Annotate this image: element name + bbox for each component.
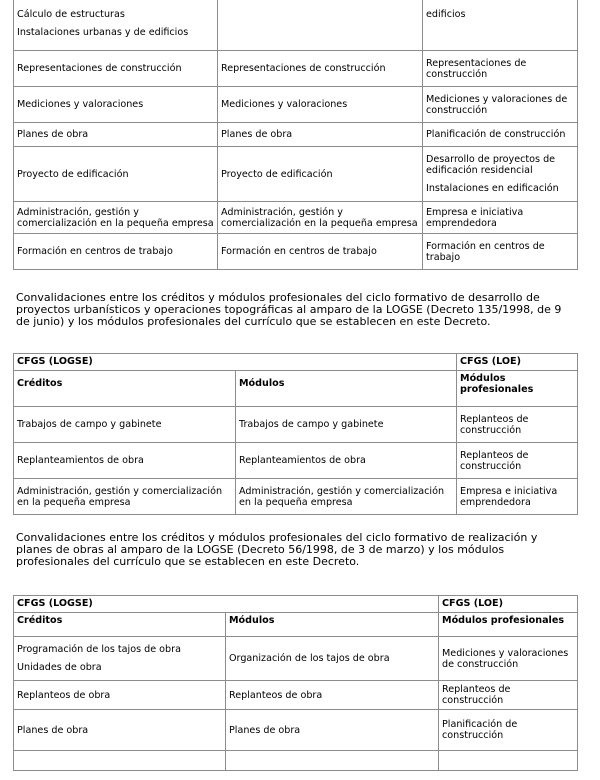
equivalence-table-1 xyxy=(13,0,578,270)
header-creditos: Créditos xyxy=(14,613,226,637)
table-cell: Planes de obra xyxy=(218,123,423,147)
table-cell: Representaciones de construcción xyxy=(423,51,578,87)
table-cell: Replanteos de construcción xyxy=(439,681,578,710)
cell-line: Desarrollo de proyectos de edificación residencial xyxy=(426,154,556,176)
header-cfgs-loe: CFGS (LOE) xyxy=(457,354,578,371)
header-cfgs-logse: CFGS (LOGSE) xyxy=(14,596,439,613)
table-row xyxy=(14,0,578,51)
table-row xyxy=(14,87,578,123)
table-cell: Planes de obra xyxy=(226,710,439,751)
table-row xyxy=(14,234,578,270)
table-cell: edificios xyxy=(423,0,578,51)
cell-line: Programación de los tajos de obra xyxy=(17,644,181,655)
table-cell: Administración, gestión y comercialización en la pequeña empresa xyxy=(218,202,423,234)
table-cell: Planes de obra xyxy=(14,123,218,147)
cell-line: Cálculo de estructuras xyxy=(17,9,125,20)
table-row-continuation xyxy=(14,751,578,771)
table-cell xyxy=(14,0,218,51)
table-cell: Mediciones y valoraciones de construcción xyxy=(439,637,578,681)
table-cell: Representaciones de construcción xyxy=(14,51,218,87)
table-header-row xyxy=(14,596,578,613)
table-cell xyxy=(218,0,423,51)
table-cell: Empresa e iniciativa emprendedora xyxy=(423,202,578,234)
table-cell: Administración, gestión y comercialización en la pequeña empresa xyxy=(14,479,236,515)
table-cell: Mediciones y valoraciones de construcción xyxy=(423,87,578,123)
header-cfgs-logse: CFGS (LOGSE) xyxy=(14,354,457,371)
table-row xyxy=(14,637,578,681)
table-cell: Replanteos de obra xyxy=(226,681,439,710)
table-cell: Replanteamientos de obra xyxy=(236,443,457,479)
table-cell: Organización de los tajos de obra xyxy=(226,637,439,681)
table-cell: Trabajos de campo y gabinete xyxy=(14,407,236,443)
table-row xyxy=(14,407,578,443)
table-row xyxy=(14,443,578,479)
table-header-row xyxy=(14,613,578,637)
table-row xyxy=(14,479,578,515)
cell-line: Instalaciones urbanas y de edificios xyxy=(17,27,189,38)
table-cell xyxy=(14,751,226,771)
table-cell: Replanteamientos de obra xyxy=(14,443,236,479)
table-cell: Administración, gestión y comercialización en la pequeña empresa xyxy=(236,479,457,515)
header-creditos: Créditos xyxy=(14,371,236,407)
table-row xyxy=(14,710,578,751)
header-modulos: Módulos xyxy=(236,371,457,407)
table-cell: Mediciones y valoraciones xyxy=(218,87,423,123)
table-cell: Planes de obra xyxy=(14,710,226,751)
table-cell: Formación en centros de trabajo xyxy=(423,234,578,270)
cell-line: Unidades de obra xyxy=(17,662,102,673)
table-cell: Planificación de construcción xyxy=(439,710,578,751)
table-header-row xyxy=(14,371,578,407)
table-row xyxy=(14,681,578,710)
header-modulos-profesionales: Módulos profesionales xyxy=(439,613,578,637)
header-modulos-profesionales: Módulos profesionales xyxy=(457,371,578,407)
equivalence-table-2 xyxy=(13,353,578,515)
table-row xyxy=(14,202,578,234)
table-cell: Formación en centros de trabajo xyxy=(218,234,423,270)
header-modulos: Módulos xyxy=(226,613,439,637)
table-cell: Replanteos de construcción xyxy=(457,407,578,443)
table-cell: Proyecto de edificación xyxy=(14,147,218,202)
table-cell: Administración, gestión y comercialización en la pequeña empresa xyxy=(14,202,218,234)
header-cfgs-loe: CFGS (LOE) xyxy=(439,596,578,613)
table-cell: Replanteos de construcción xyxy=(457,443,578,479)
table-cell xyxy=(14,637,226,681)
table-cell xyxy=(439,751,578,771)
table-cell: Formación en centros de trabajo xyxy=(14,234,218,270)
table-cell: Empresa e iniciativa emprendedora xyxy=(457,479,578,515)
table-row xyxy=(14,51,578,87)
table-cell: Proyecto de edificación xyxy=(218,147,423,202)
table-cell: Trabajos de campo y gabinete xyxy=(236,407,457,443)
table-cell: Planificación de construcción xyxy=(423,123,578,147)
table-cell xyxy=(226,751,439,771)
cell-line: Instalaciones en edificación xyxy=(426,183,559,194)
table-cell: Representaciones de construcción xyxy=(218,51,423,87)
section-paragraph: Convalidaciones entre los créditos y módulos profesionales del ciclo formativo de desarrollo de proyectos urbanísticos y operaciones topográficas al amparo de la LOGSE (Decreto 135/1998, de 9 de junio) y los módulos profesionales del currículo que se establecen en este Decreto. xyxy=(16,291,562,328)
table-cell: Mediciones y valoraciones xyxy=(14,87,218,123)
table-row xyxy=(14,147,578,202)
section-paragraph: Convalidaciones entre los créditos y módulos profesionales del ciclo formativo de realización y planes de obras al amparo de la LOGSE (Decreto 56/1998, de 3 de marzo) y los módulos profesionales del currículo que se establecen en este Decreto. xyxy=(16,531,538,568)
table-row xyxy=(14,123,578,147)
equivalence-table-3 xyxy=(13,595,578,771)
table-header-row xyxy=(14,354,578,371)
table-cell: Replanteos de obra xyxy=(14,681,226,710)
table-cell xyxy=(423,147,578,202)
